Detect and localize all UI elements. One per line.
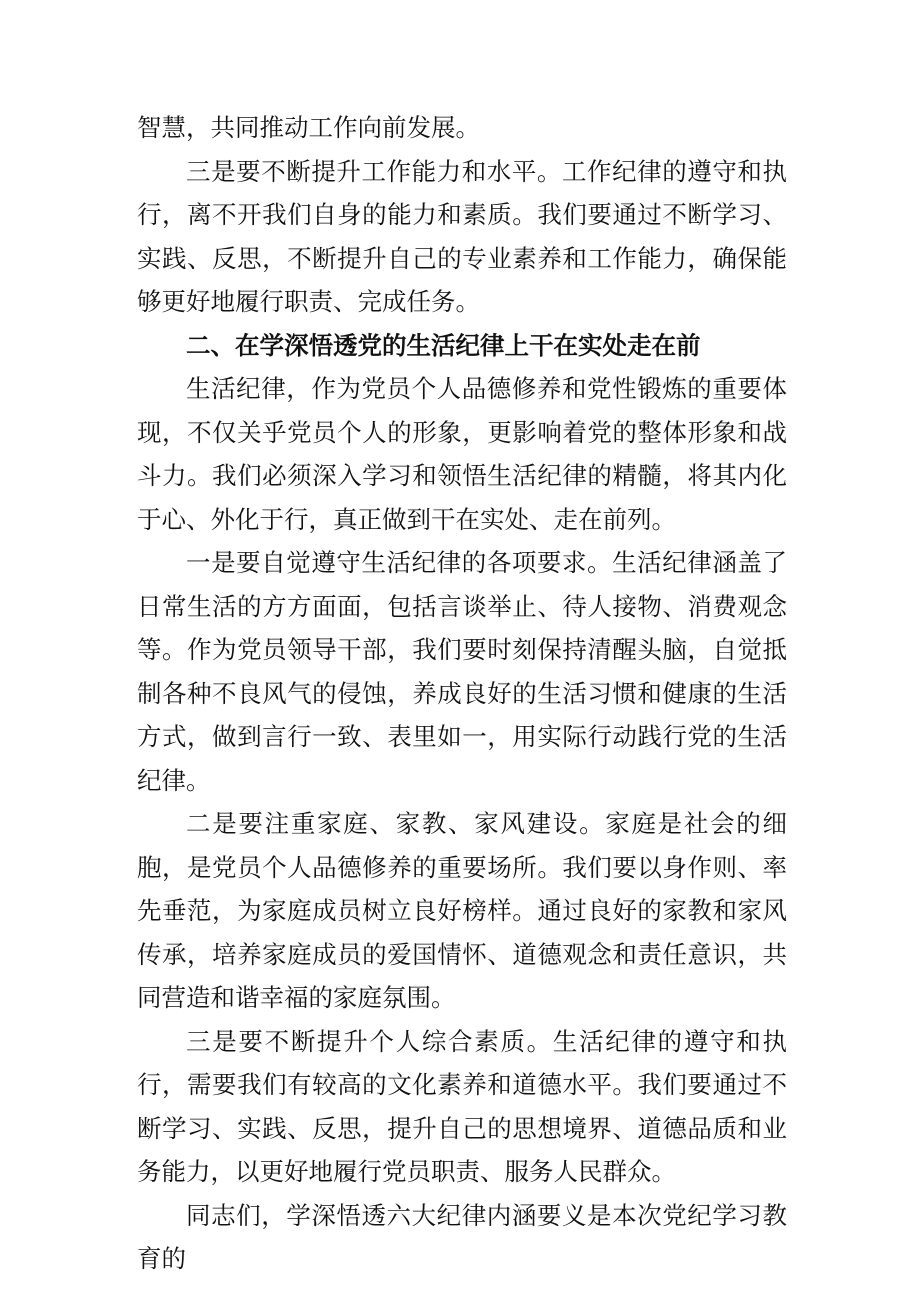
paragraph-continuation: 智慧，共同推动工作向前发展。 bbox=[137, 113, 480, 142]
paragraph-point-three: 三是要不断提升个人综合素质。生活纪律的遵守和执行，需要我们有较高的文化素养和道德水平。我们要通过不断学习、实践、反思，提升自己的思想境界、道德品质和业务能力，以更好地履行党员职责、服务人民群众。 bbox=[137, 1026, 787, 1186]
paragraph-closing: 同志们，学深悟透六大纪律内涵要义是本次党纪学习教育的 bbox=[137, 1200, 787, 1273]
document-body bbox=[137, 106, 787, 1281]
paragraph-life-discipline-intro: 生活纪律，作为党员个人品德修养和党性锻炼的重要体现，不仅关乎党员个人的形象，更影响着党的整体形象和战斗力。我们必须深入学习和领悟生活纪律的精髓，将其内化于心、外化于行，真正做到干在实处、走在前列。 bbox=[137, 374, 787, 534]
section-heading-life-discipline: 二、在学深悟透党的生活纪律上干在实处走在前 bbox=[186, 330, 701, 360]
paragraph-point-one: 一是要自觉遵守生活纪律的各项要求。生活纪律涵盖了日常生活的方方面面，包括言谈举止、待人接物、消费观念等。作为党员领导干部，我们要时刻保持清醒头脑，自觉抵制各种不良风气的侵蚀，养成良好的生活习惯和健康的生活方式，做到言行一致、表里如一，用实际行动践行党的生活纪律。 bbox=[137, 548, 787, 795]
paragraph-work-ability: 三是要不断提升工作能力和水平。工作纪律的遵守和执行，离不开我们自身的能力和素质。我们要通过不断学习、实践、反思，不断提升自己的专业素养和工作能力，确保能够更好地履行职责、完成任务。 bbox=[137, 156, 787, 316]
paragraph-point-two: 二是要注重家庭、家教、家风建设。家庭是社会的细胞，是党员个人品德修养的重要场所。我们要以身作则、率先垂范，为家庭成员树立良好榜样。通过良好的家教和家风传承，培养家庭成员的爱国情怀、道德观念和责任意识，共同营造和谐幸福的家庭氛围。 bbox=[137, 809, 787, 1012]
